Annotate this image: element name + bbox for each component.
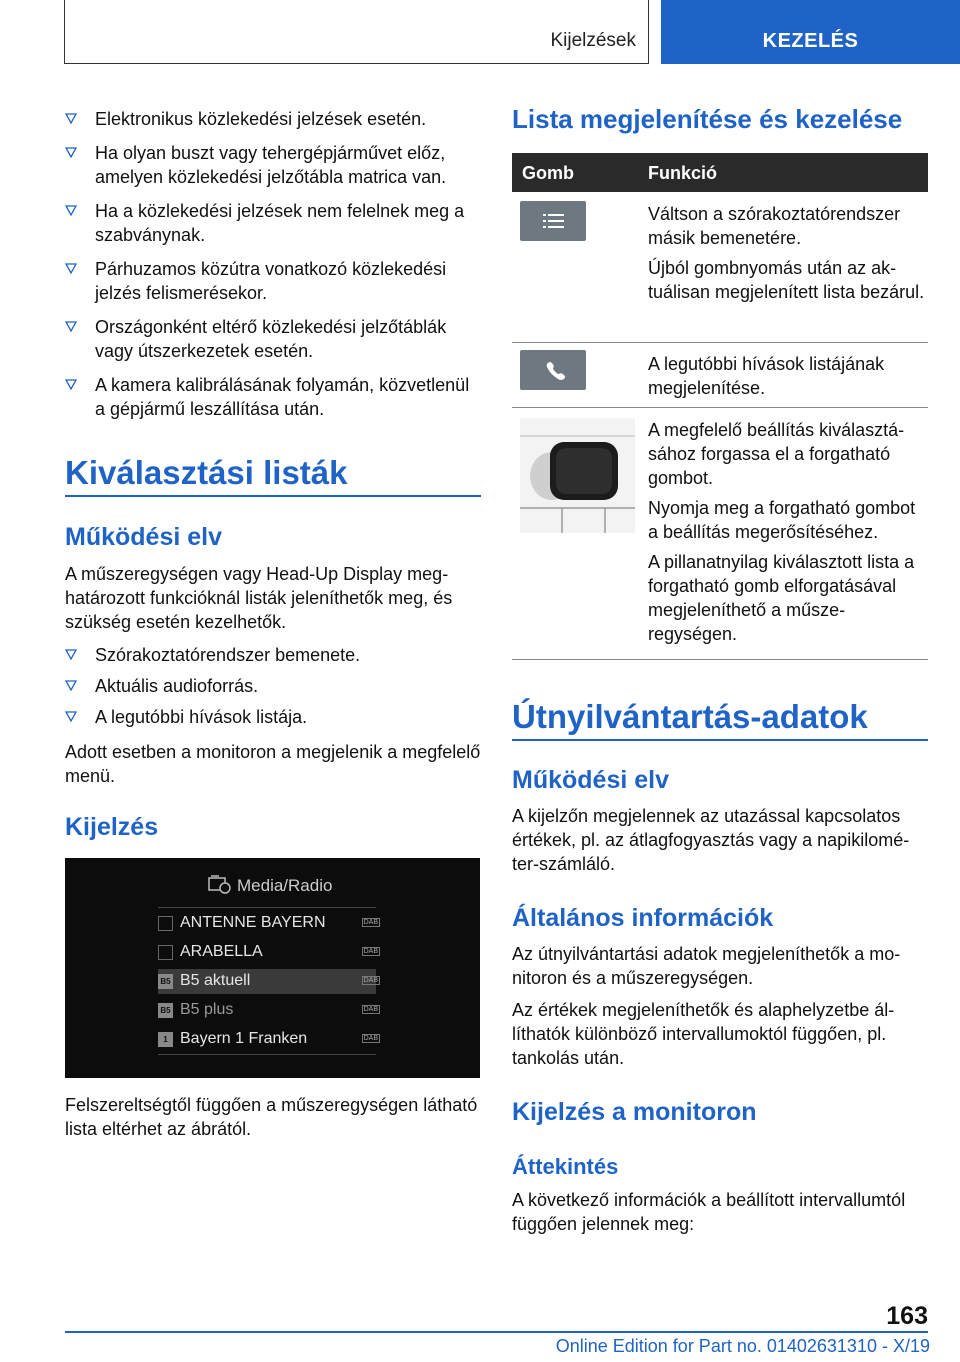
heading-selection-lists: Kiválasztási listák — [65, 454, 348, 491]
list-icon — [520, 201, 586, 241]
list-item: Ha olyan buszt vagy tehergépjárművet előz, amelyen közlekedési jelzőtábla matrica van. — [65, 141, 481, 189]
screen-title: Media/Radio — [237, 876, 333, 895]
table-cell-text: A legutóbbi hívások listájának megjelenítése. — [648, 354, 885, 398]
list-item: A kamera kalibrálásának folyamán, közvetlenül a gépjármű leszállítása után. — [65, 373, 481, 421]
heading-list-display: Lista megjelenítése és kezelése — [512, 104, 903, 134]
table-header-button: Gomb — [522, 163, 574, 183]
heading-principle: Működési elv — [65, 523, 222, 551]
station-checkbox-icon — [158, 945, 173, 960]
table-cell-text: A pillanatnyilag kiválasztott lista a forgatható gomb elforgatásával megjeleníthető a műszeregységen. — [648, 552, 915, 644]
heading-principle-2: Működési elv — [512, 766, 669, 794]
paragraph-caption: Felszereltségtől függően a műszeregységen látható lista eltérhet az ábrától. — [65, 1095, 478, 1139]
table-cell-text: A megfelelő beállítás kiválasztásához forgassa el a forgatható gombot. — [648, 420, 905, 488]
header-chapter-tab — [661, 0, 960, 64]
header-chapter-title: KEZELÉS — [762, 30, 859, 52]
heading-display: Kijelzés — [65, 813, 159, 841]
triangle-bullet-icon — [65, 680, 77, 691]
list-button-image — [520, 201, 586, 241]
function-table — [512, 153, 928, 660]
list-item: A legutóbbi hívások listája. — [65, 705, 481, 729]
paragraph-menu: Adott esetben a monitoron a megjelenik a megfelelő menü. — [65, 742, 481, 786]
footer-rule — [65, 1331, 928, 1333]
triangle-bullet-icon — [65, 711, 77, 722]
station-logo-icon: 1 — [158, 1032, 173, 1047]
heading-monitor-display: Kijelzés a monitoron — [512, 1098, 757, 1126]
table-row — [512, 408, 928, 660]
table-header-function: Funkció — [648, 163, 718, 183]
header-section-tab — [64, 0, 649, 64]
phone-button-image — [520, 350, 586, 390]
station-logo-icon: B5 — [158, 1003, 173, 1018]
paragraph-general-2: Az értékek megjeleníthetők és alaphelyzetbe állíthatók különböző intervallumoktól függően, pl. tankolás után. — [512, 1000, 895, 1068]
heading-trip-data: Útnyilvántartás-adatok — [512, 698, 868, 735]
list-item: Ha a közlekedési jelzések nem felelnek meg a szabványnak. — [65, 199, 481, 247]
triangle-bullet-icon — [65, 205, 77, 216]
media-radio-icon — [207, 874, 231, 894]
paragraph-trip-intro: A kijelzőn megjelennek az utazással kapcsolatos értékek, pl. az átlagfogyasztás vagy a napikilométer-számláló. — [512, 806, 910, 874]
list-item: Elektronikus közlekedési jelzések esetén. — [65, 107, 481, 131]
divider — [158, 1054, 376, 1055]
paragraph-general-1: Az útnyilvántartási adatok megjeleníthetők a monitoron és a műszeregységen. — [512, 944, 901, 988]
heading-overview: Áttekintés — [512, 1154, 619, 1179]
heading-rule — [512, 739, 928, 741]
table-row — [512, 192, 928, 343]
list-item: Szórakoztatórendszer bemenete. — [65, 643, 481, 667]
list-item: Aktuális audioforrás. — [65, 674, 481, 698]
station-row-selected: B5 B5 aktuell DAB — [158, 969, 376, 994]
heading-general-info: Általános információk — [512, 904, 774, 932]
list-item: Országonként eltérő közlekedési jelzőtáblák vagy útszerkezetek esetén. — [65, 315, 481, 363]
triangle-bullet-icon — [65, 649, 77, 660]
table-cell-text: Váltson a szórakoztatórendszer másik bemenetére. — [648, 204, 901, 248]
triangle-bullet-icon — [65, 379, 77, 390]
paragraph-intro: A műszeregységen vagy Head-Up Display meghatározott funkcióknál listák jeleníthetők meg, és szükség esetén kezelhetők. — [65, 564, 453, 632]
bullet-list-conditions — [65, 107, 481, 431]
header-section-title: Kijelzések — [550, 30, 636, 51]
phone-icon — [520, 350, 586, 390]
station-logo-icon: B5 — [158, 974, 173, 989]
rotary-knob-image — [520, 418, 635, 533]
table-cell-text: Nyomja meg a forgatható gombot a beállítás megerősítéséhez. — [648, 498, 916, 542]
station-checkbox-icon — [158, 916, 173, 931]
page-number: 163 — [886, 1302, 928, 1330]
triangle-bullet-icon — [65, 113, 77, 124]
paragraph-overview: A következő információk a beállított intervallumtól függően jelennek meg: — [512, 1190, 906, 1234]
footer-edition: Online Edition for Part no. 01402631310 - X/19 — [555, 1336, 930, 1356]
rotary-knob-icon — [520, 418, 635, 533]
station-row: 1 Bayern 1 Franken DAB — [158, 1027, 376, 1052]
heading-rule — [65, 495, 481, 497]
station-row: ARABELLA DAB — [158, 940, 376, 965]
table-cell-text: Újból gombnyomás után az aktuálisan megjelenített lista bezárul. — [648, 258, 925, 302]
divider — [158, 907, 376, 908]
list-item: Párhuzamos közútra vonatkozó közlekedési jelzés felismerésekor. — [65, 257, 481, 305]
triangle-bullet-icon — [65, 263, 77, 274]
bullet-list-lists — [65, 643, 481, 736]
table-row — [512, 343, 928, 408]
station-row: B5 B5 plus DAB — [158, 998, 376, 1023]
table-header — [512, 153, 928, 192]
triangle-bullet-icon — [65, 147, 77, 158]
display-screenshot — [65, 858, 480, 1078]
triangle-bullet-icon — [65, 321, 77, 332]
station-row: ANTENNE BAYERN DAB — [158, 911, 376, 936]
